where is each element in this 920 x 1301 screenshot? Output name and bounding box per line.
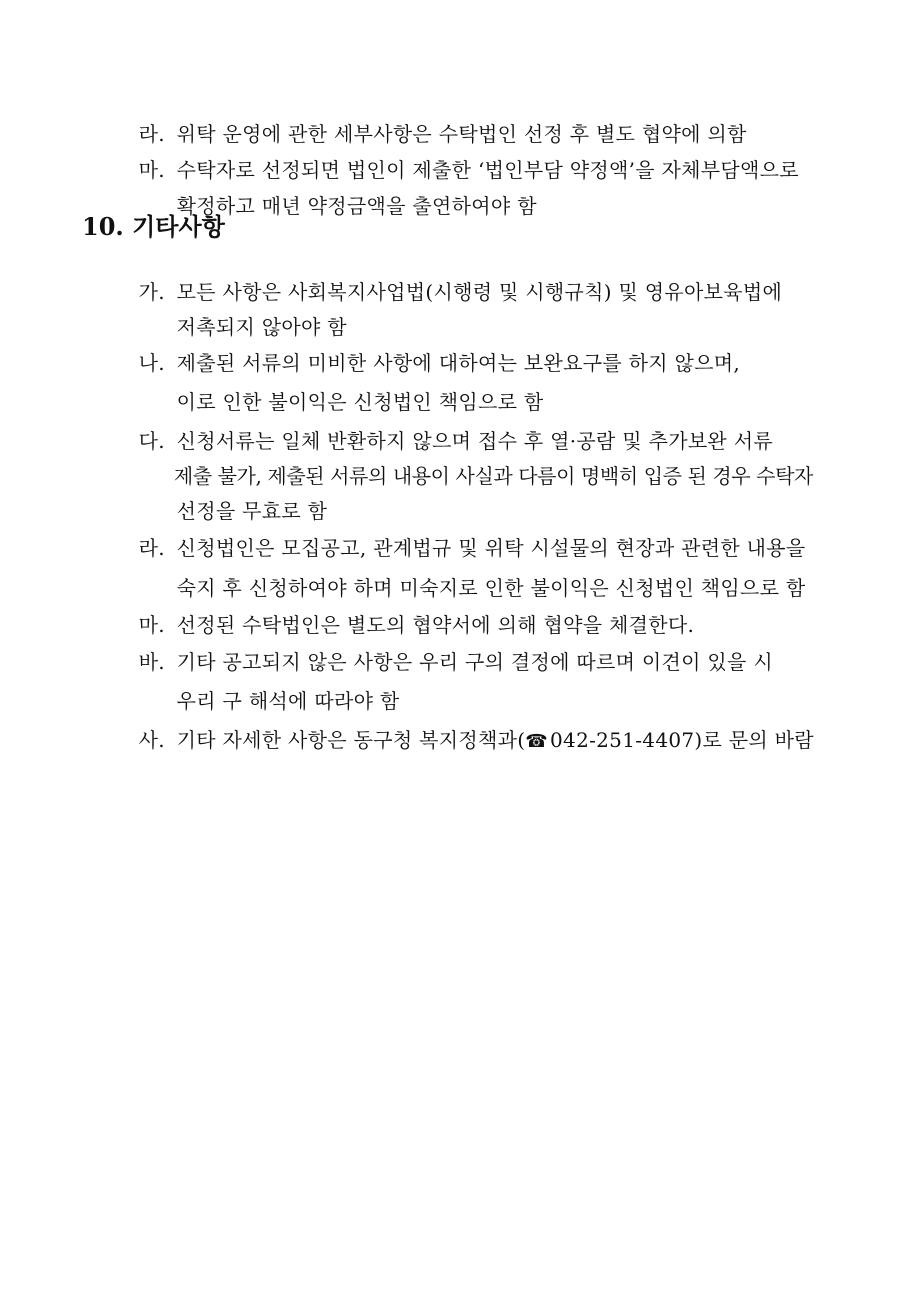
list-item (112, 704, 814, 778)
item-text: 기타 공고되지 않은 사항은 우리 구의 결정에 따르며 이견이 있을 시 (176, 650, 773, 674)
item-text: 선정을 무효로 함 (176, 499, 328, 523)
item-text: 이로 인한 불이익은 신청법인 책임으로 함 (176, 390, 544, 414)
item-text: 선정된 수탁법인은 별도의 협약서에 의해 협약을 체결한다. (176, 613, 695, 637)
item-text: 우리 구 해석에 따라야 함 (176, 689, 400, 713)
item-text: 위탁 운영에 관한 세부사항은 수탁법인 선정 후 별도 협약에 의함 (176, 122, 747, 146)
item-label: 다. (138, 429, 165, 453)
item-text: 기타 자세한 사항은 동구청 복지정책과( (176, 728, 526, 752)
item-text: 확정하고 매년 약정금액을 출연하여야 함 (176, 194, 537, 218)
phone-number: 042-251-4407 (550, 728, 695, 752)
item-text: 제출 불가, 제출된 서류의 내용이 사실과 다름이 명백히 입증 된 경우 수탁자 (173, 464, 813, 488)
item-text: 저촉되지 않아야 함 (176, 315, 347, 339)
telephone-icon: ☎ (525, 731, 549, 752)
item-text: )로 문의 바람 (694, 728, 814, 752)
item-text: 수탁자로 선정되면 법인이 제출한 ‘법인부담 약정액’을 자체부담액으로 (176, 158, 799, 182)
item-text: 제출된 서류의 미비한 사항에 대하여는 보완요구를 하지 않으며, (176, 351, 741, 375)
item-text: 모든 사항은 사회복지사업법(시행령 및 시행규칙) 및 영유아보육법에 (176, 280, 783, 304)
item-text: 숙지 후 신청하여야 하며 미숙지로 인한 불이익은 신청법인 책임으로 함 (176, 576, 806, 600)
item-label: 라. (138, 122, 165, 146)
item-label: 사. (138, 728, 165, 752)
item-label: 마. (138, 158, 165, 182)
item-text: 신청서류는 일체 반환하지 않으며 접수 후 열·공람 및 추가보완 서류 (176, 429, 773, 453)
item-label: 가. (138, 280, 165, 304)
item-label: 마. (138, 613, 165, 637)
item-label: 바. (138, 650, 165, 674)
item-text: 신청법인은 모집공고, 관계법규 및 위탁 시설물의 현장과 관련한 내용을 (176, 536, 806, 560)
section-heading: 10. 기타사항 (82, 212, 225, 241)
item-label: 라. (138, 536, 165, 560)
item-label: 나. (138, 351, 165, 375)
